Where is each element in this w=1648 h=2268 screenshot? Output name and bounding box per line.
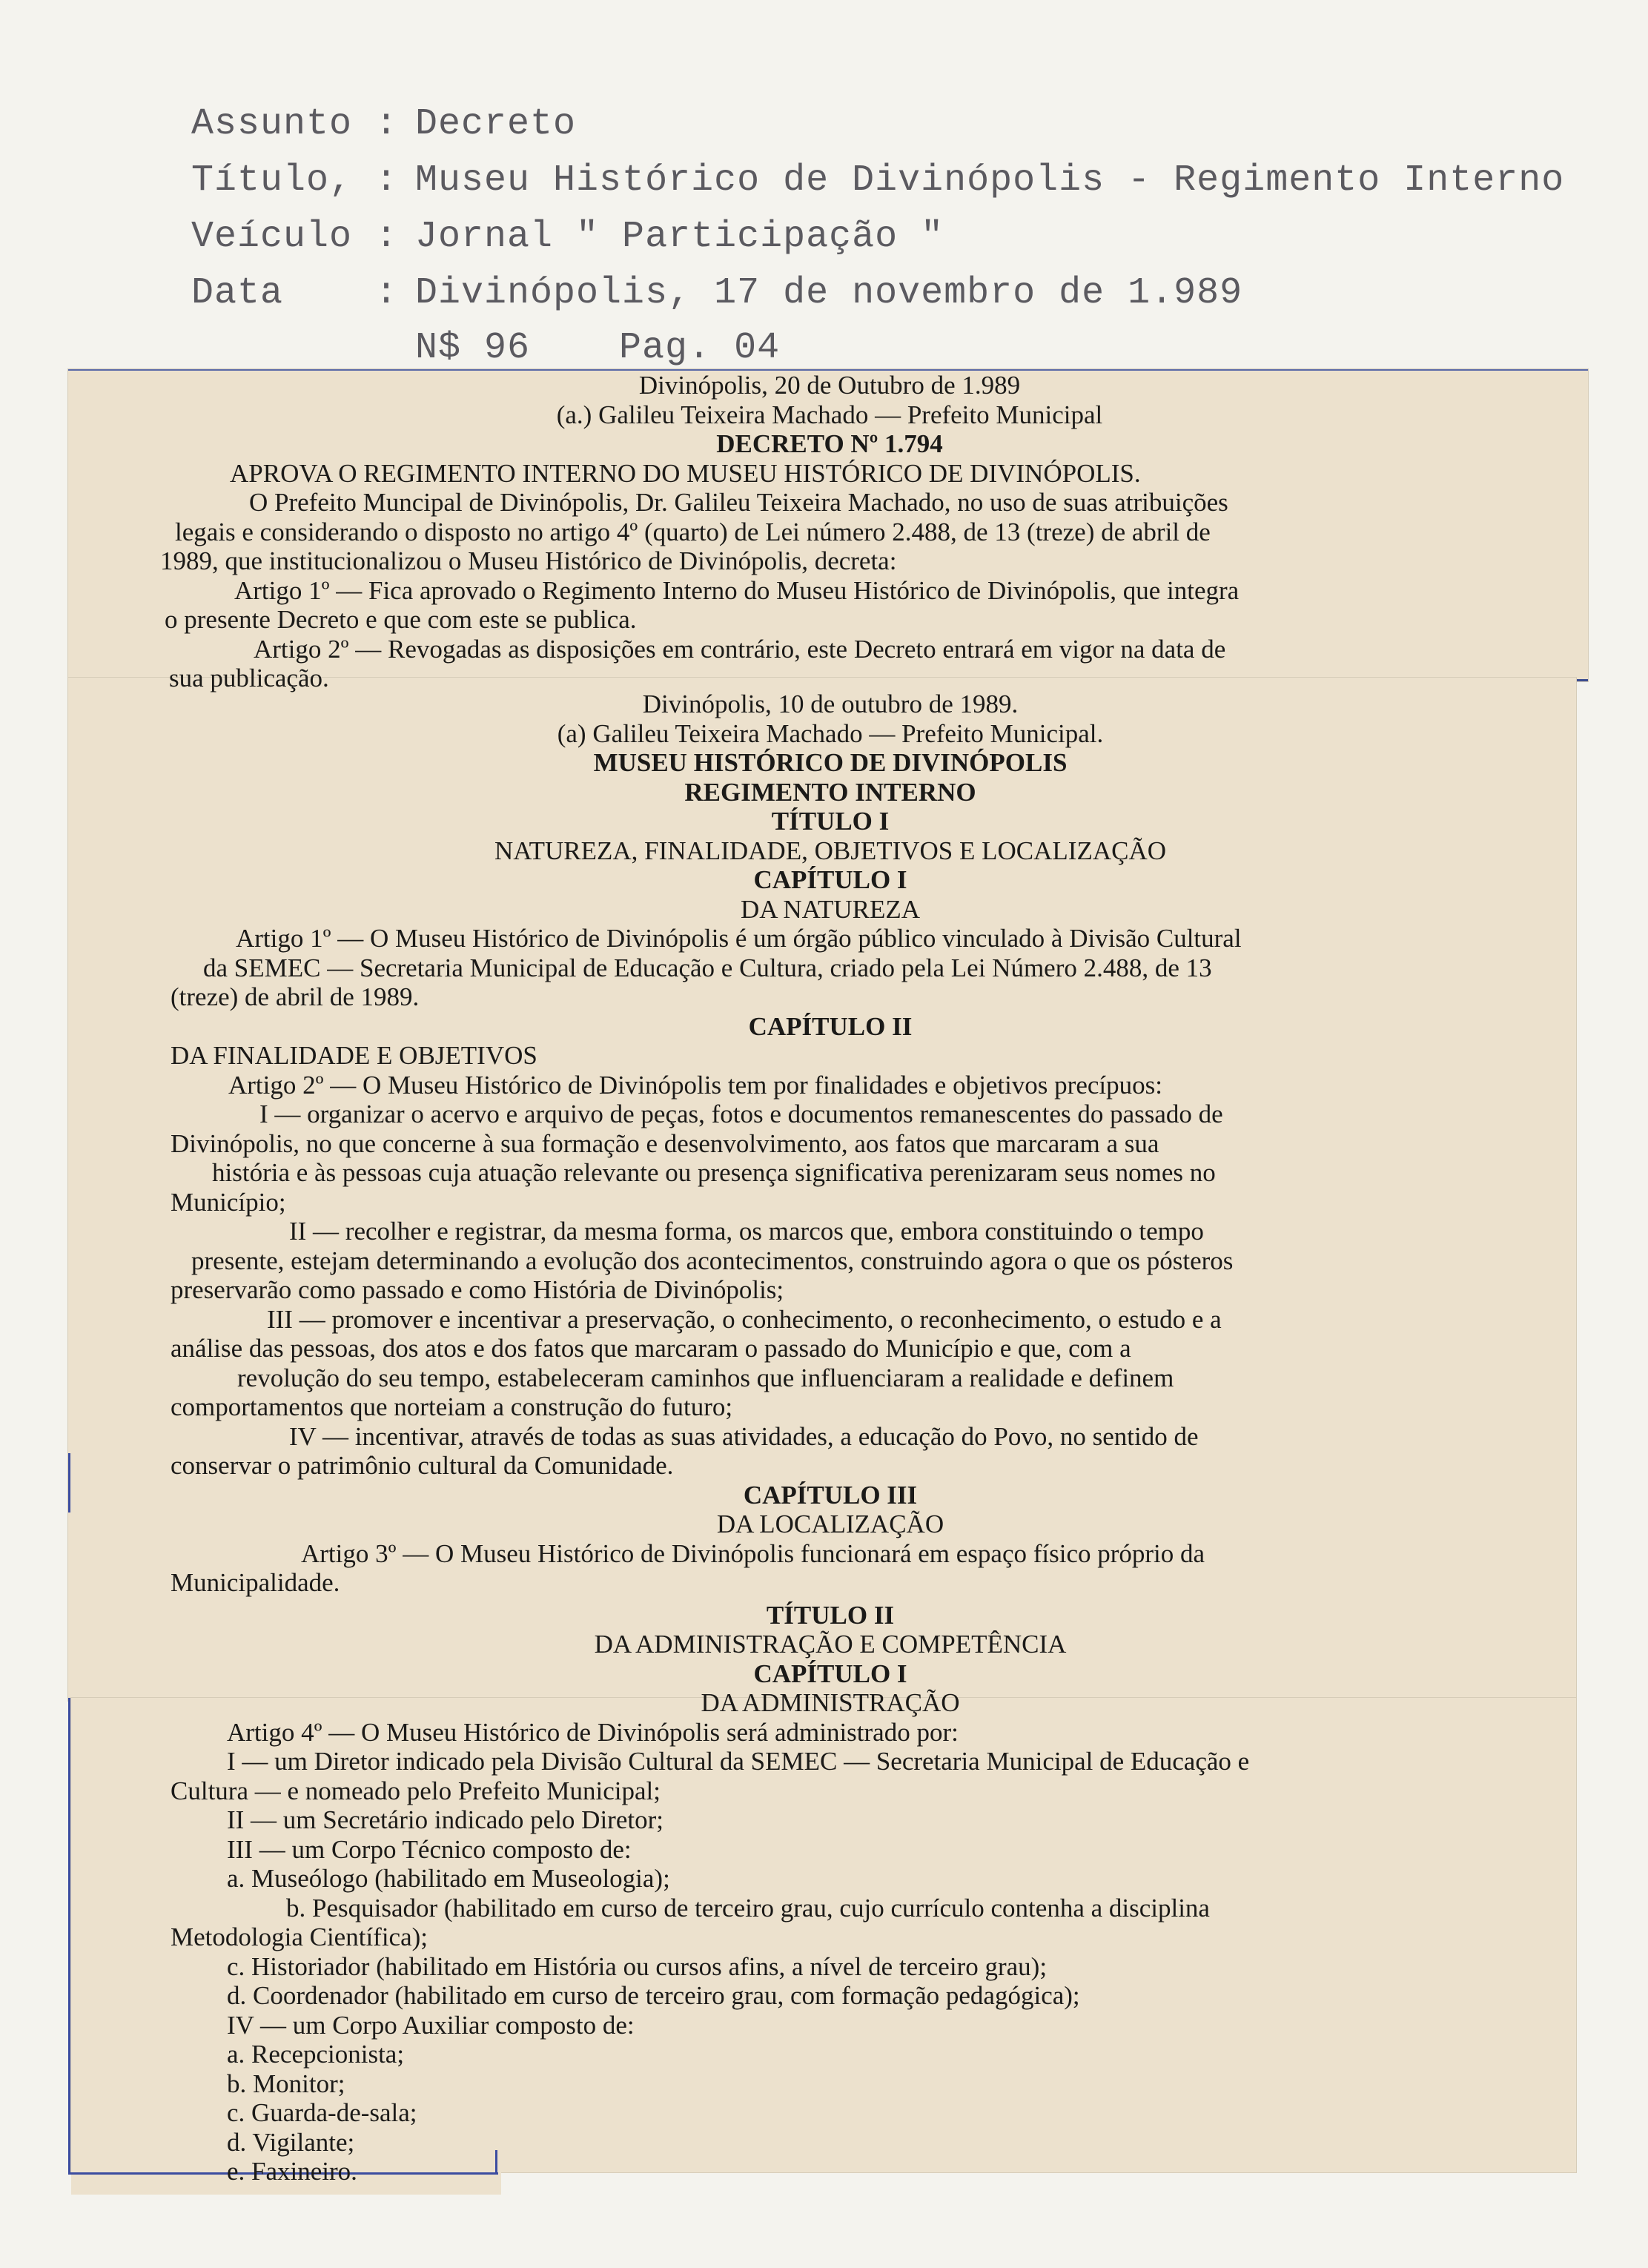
article-line: II — um Secretário indicado pelo Diretor; xyxy=(227,1805,663,1834)
decreto-article-line: o presente Decreto e que com este se publica. xyxy=(165,605,637,634)
article-line: III — promover e incentivar a preservação, o conhecimento, o reconhecimento, o estudo e a xyxy=(267,1304,1222,1334)
titulo-heading: TÍTULO I xyxy=(771,807,890,836)
article-line: III — um Corpo Técnico composto de: xyxy=(227,1834,632,1864)
veiculo-value: Jornal " Participação " xyxy=(415,216,944,258)
decreto-article-line: Artigo 2º — Revogadas as disposições em contrário, este Decreto entrará em vigor na data de xyxy=(254,634,1226,664)
decreto-paragraph-line: O Prefeito Muncipal de Divinópolis, Dr. Galileu Teixeira Machado, no uso de suas atribuições xyxy=(249,488,1228,517)
decreto-number: DECRETO Nº 1.794 xyxy=(716,429,943,458)
capitulo-description: DA ADMINISTRAÇÃO xyxy=(701,1688,960,1717)
colon: : xyxy=(375,272,399,314)
pagina-value: Pag. 04 xyxy=(619,327,781,369)
header-numero-row xyxy=(145,282,780,371)
article-line: c. Historiador (habilitado em História ou cursos afins, a nível de terceiro grau); xyxy=(227,1951,1048,1981)
data-value: Divinópolis, 17 de novembro de 1.989 xyxy=(415,272,1243,314)
titulo-value: Museu Histórico de Divinópolis - Regimento Interno xyxy=(415,159,1565,202)
colon: : xyxy=(375,103,399,145)
article-line: II — recolher e registrar, da mesma forma, os marcos que, embora constituindo o tempo xyxy=(289,1217,1204,1246)
article-line: I — um Diretor indicado pela Divisão Cultural da SEMEC — Secretaria Municipal de Educação e xyxy=(227,1747,1250,1776)
clipping-border xyxy=(68,1698,70,2172)
article-line: (treze) de abril de 1989. xyxy=(171,982,420,1011)
article-line: Municipalidade. xyxy=(171,1568,340,1597)
decreto-date: Divinópolis, 20 de Outubro de 1.989 xyxy=(638,371,1021,400)
article-line: d. Vigilante; xyxy=(227,2127,355,2157)
article-line: a. Museólogo (habilitado em Museologia); xyxy=(227,1864,670,1893)
assunto-label: Assunto xyxy=(191,103,353,145)
article-line: presente, estejam determinando a evolução dos acontecimentos, construindo agora o que os pósteros xyxy=(191,1246,1234,1275)
decreto-paragraph-line: legais e considerando o disposto no artigo 4º (quarto) de Lei número 2.488, de 13 (treze) de abril de xyxy=(175,517,1211,546)
decreto-subject: APROVA O REGIMENTO INTERNO DO MUSEU HISTÓRICO DE DIVINÓPOLIS. xyxy=(230,458,1141,488)
article-line: c. Guarda-de-sala; xyxy=(227,2098,417,2127)
article-line: I — organizar o acervo e arquivo de peças, fotos e documentos remanescentes do passado de xyxy=(259,1100,1223,1128)
capitulo-heading: CAPÍTULO II xyxy=(748,1011,913,1041)
decreto-paragraph-line: 1989, que institucionalizou o Museu Histórico de Divinópolis, decreta: xyxy=(160,546,897,575)
veiculo-label: Veículo xyxy=(191,216,353,258)
article-line: IV — um Corpo Auxiliar composto de: xyxy=(227,2010,635,2040)
decreto-signature: (a.) Galileu Teixeira Machado — Prefeito Municipal xyxy=(556,400,1103,429)
regimento-signature: (a) Galileu Teixeira Machado — Prefeito Municipal. xyxy=(557,718,1104,748)
colon: : xyxy=(375,159,399,202)
titulo-description: DA ADMINISTRAÇÃO E COMPETÊNCIA xyxy=(594,1630,1067,1659)
titulo-description: NATUREZA, FINALIDADE, OBJETIVOS E LOCALIZAÇÃO xyxy=(494,836,1167,865)
assunto-value: Decreto xyxy=(415,103,577,145)
titulo-label: Título, xyxy=(191,159,353,202)
numero-value: N$ 96 xyxy=(415,327,531,369)
article-line: Metodologia Científica); xyxy=(171,1922,428,1951)
article-line: Cultura — e nomeado pelo Prefeito Municipal; xyxy=(171,1776,661,1805)
clipping-border xyxy=(68,1453,70,1512)
regimento-text xyxy=(171,690,1490,2186)
capitulo-description: DA NATUREZA xyxy=(740,894,921,924)
article-line: a. Recepcionista; xyxy=(227,2040,405,2069)
article-line: IV — incentivar, através de todas as suas atividades, a educação do Povo, no sentido de xyxy=(289,1421,1199,1451)
article-line: preservarão como passado e como História de Divinópolis; xyxy=(171,1275,784,1304)
article-line: comportamentos que norteiam a construção do futuro; xyxy=(171,1392,733,1421)
decreto-article-line: sua publicação. xyxy=(169,664,329,692)
colon: : xyxy=(375,216,399,258)
capitulo-heading: CAPÍTULO I xyxy=(753,865,907,894)
data-label: Data xyxy=(191,272,284,314)
article-line: b. Monitor; xyxy=(227,2069,345,2098)
article-line: Artigo 4º — O Museu Histórico de Divinópolis será administrado por: xyxy=(227,1717,959,1747)
capitulo-heading: CAPÍTULO III xyxy=(743,1480,918,1510)
article-line: b. Pesquisador (habilitado em curso de terceiro grau, cujo currículo contenha a disciplina xyxy=(286,1893,1210,1922)
capitulo-description: DA LOCALIZAÇÃO xyxy=(716,1510,944,1538)
article-line: Município; xyxy=(171,1187,286,1217)
article-line: análise das pessoas, dos atos e dos fatos que marcaram o passado do Município e que, com a xyxy=(171,1334,1131,1363)
decreto-text xyxy=(160,371,1492,693)
article-line: d. Coordenador (habilitado em curso de terceiro grau, com formação pedagógica); xyxy=(227,1981,1080,2010)
article-line: Artigo 3º — O Museu Histórico de Divinópolis funcionará em espaço físico próprio da xyxy=(301,1538,1205,1568)
article-line: da SEMEC — Secretaria Municipal de Educação e Cultura, criado pela Lei Número 2.488, de 13 xyxy=(203,953,1212,982)
capitulo-description: DA FINALIDADE E OBJETIVOS xyxy=(171,1041,537,1070)
regimento-title: MUSEU HISTÓRICO DE DIVINÓPOLIS xyxy=(593,748,1068,777)
article-line: e. Faxineiro. xyxy=(227,2157,357,2186)
article-line: Artigo 2º — O Museu Histórico de Divinópolis tem por finalidades e objetivos precípuos: xyxy=(228,1070,1162,1100)
regimento-subtitle: REGIMENTO INTERNO xyxy=(684,777,976,807)
article-line: revolução do seu tempo, estabeleceram caminhos que influenciaram a realidade e definem xyxy=(237,1363,1174,1392)
decreto-article-line: Artigo 1º — Fica aprovado o Regimento Interno do Museu Histórico de Divinópolis, que integra xyxy=(234,575,1240,605)
capitulo-heading: CAPÍTULO I xyxy=(753,1659,907,1688)
article-line: história e às pessoas cuja atuação relevante ou presença significativa perenizaram seus nomes no xyxy=(212,1158,1216,1187)
article-line: Divinópolis, no que concerne à sua formação e desenvolvimento, aos fatos que marcaram a sua xyxy=(171,1128,1159,1158)
article-line: Artigo 1º — O Museu Histórico de Divinópolis é um órgão público vinculado à Divisão Cultural xyxy=(236,924,1242,953)
regimento-date: Divinópolis, 10 de outubro de 1989. xyxy=(642,690,1019,718)
titulo-heading: TÍTULO II xyxy=(766,1600,895,1630)
article-line: conservar o patrimônio cultural da Comunidade. xyxy=(171,1451,674,1480)
